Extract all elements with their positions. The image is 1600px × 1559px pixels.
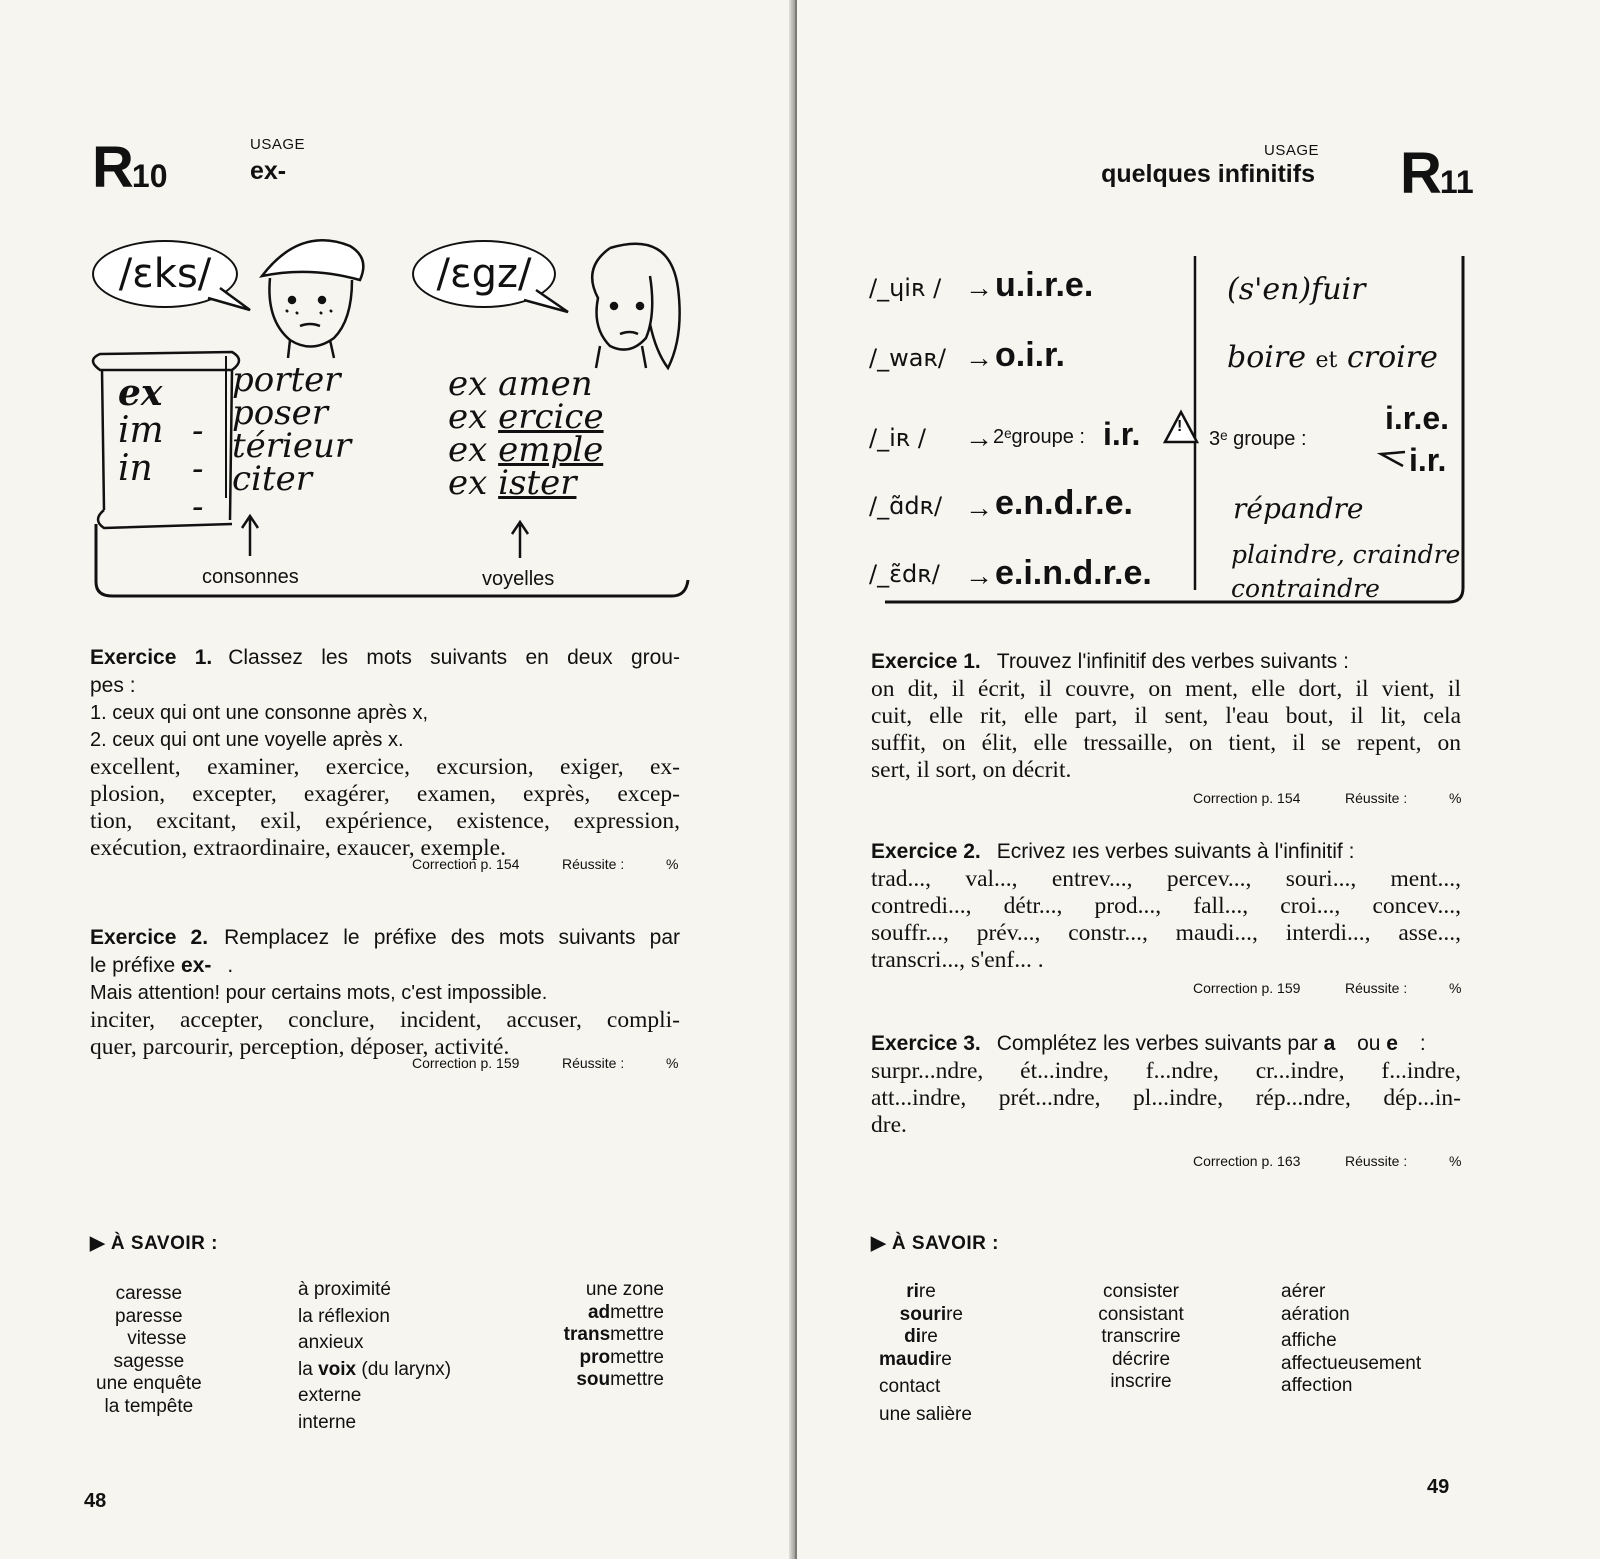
- rule-code-r11: R11: [1400, 141, 1474, 206]
- arrow-icon: →: [965, 422, 993, 453]
- correction-line: Correction p. 159 Réussite : %: [1193, 980, 1462, 996]
- exercise-item-2: 2. ceux qui ont une voyelle après x.: [90, 729, 404, 751]
- branch-bracket: [1381, 452, 1405, 466]
- savoir-column-2: consister consistant transcrire décrire inscrire: [1098, 1281, 1184, 1392]
- arrow-consonnes: [242, 516, 258, 556]
- savoir-column-1: caresse paresse vitesse sagesse une enquête la tempête: [96, 1283, 202, 1417]
- exercise-3-right: Exercice 3. Complétez les verbes suivants par a ou e : surpr...ndre, ét...indre, f...ndre, cr...indre, f...indre, att...indre, prét...ndre, pl...indre, rép...ndre, dép...in- dre. Correction p. 163 Réussite : %: [871, 1030, 1461, 1175]
- exercise-warning: Mais attention! pour certains mots, c'est impossible.: [90, 982, 548, 1004]
- root-poser: poser: [232, 393, 329, 433]
- arrow-icon: →: [965, 272, 993, 303]
- table-row: /_ɛ̃dʀ/: [869, 560, 940, 588]
- prefix-in: in: [118, 448, 153, 489]
- speech-tail-left: [208, 288, 250, 310]
- label-consonnes: consonnes: [202, 566, 299, 588]
- exercise-label: Exercice 1.: [871, 650, 981, 673]
- table-row: /_ɑ̃dʀ/: [869, 492, 943, 520]
- usage-label: USAGE: [250, 136, 306, 153]
- rule-code-r10: R10: [92, 135, 168, 200]
- page-number: 49: [1427, 1476, 1450, 1498]
- boy-drawing: [262, 240, 363, 358]
- arrow-icon: →: [965, 492, 993, 523]
- arrow-voyelles: [512, 522, 528, 558]
- word-exister: ex ister: [448, 463, 577, 503]
- savoir-heading: ▶ À SAVOIR :: [90, 1233, 218, 1254]
- exercise-label: Exercice 2.: [90, 926, 209, 949]
- table-row: /_ɥiʀ /: [869, 274, 942, 302]
- exercise-words: inciter, accepter, conclure, incident, accuser, compli- quer, parcourir, perception, déposer, activité.: [90, 1007, 680, 1060]
- root-terieur: térieur: [232, 426, 352, 466]
- left-page: [0, 0, 793, 1559]
- exercise-words: trad..., val..., entrev..., percev..., souri..., ment..., contredi..., détr..., prod..., fall..., croi..., concev..., souffr..., prév..., constr..., maudi..., interdi..., asse..., transcri..., s'enf... .: [871, 866, 1461, 973]
- page-number: 48: [84, 1490, 107, 1512]
- exercise-1-right: Exercice 1. Trouvez l'infinitif des verbes suivants : on dit, il écrit, il couvre, on ment, elle dort, il vient, il cuit, elle rit, elle part, il sent, l'eau bout, il lit, cela suffit, on élit, elle tressaille, on tient, il se repent, on sert, il sort, on décrit. Correction p. 154 Réussite : %: [871, 648, 1461, 812]
- exercise-label: Exercice 1.: [90, 646, 213, 669]
- infinitive-table: /_ɥiʀ / → u.i.r.e. (s'en)fuir /_waʀ/ → o.i.r. boire et croire /_iʀ / → 2ᵉgroupe : i.r. ! 3ᵉ groupe : i.r.e. i.r. /_ɑ̃dʀ/ → e.n.d.r.e. répandre /_ɛ̃dʀ/ → e.i.n.d.r.e. plaindre, craindre contraindre: [869, 252, 1469, 614]
- speech-bubble-eks: /ɛks/: [92, 240, 238, 308]
- savoir-column-1: rire sourire dire maudire contact une salière: [879, 1281, 972, 1425]
- root-citer: citer: [232, 459, 312, 499]
- scroll-drawing: [93, 352, 239, 528]
- exercise-words: excellent, examiner, exercice, excursion, exiger, ex- plosion, excepter, exagérer, examen, exprès, excep- tion, excitant, exil, expérience, existence, expression, exécution, extraordinaire, exaucer, exemple.: [90, 754, 680, 861]
- arrow-icon: →: [965, 342, 993, 373]
- triangle-icon: ▶: [871, 1233, 887, 1254]
- table-row: /_iʀ /: [869, 424, 926, 452]
- savoir-column-3: aérer aération affiche affectueusement affection: [1281, 1281, 1422, 1396]
- savoir-column-2: à proximité la réflexion anxieux la voix (du larynx) externe interne: [298, 1279, 452, 1433]
- dash-list: - - -: [192, 411, 204, 527]
- exercise-words: on dit, il écrit, il couvre, on ment, elle dort, il vient, il cuit, elle rit, elle part, il sent, l'eau bout, il lit, cela suffit, on élit, elle tressaille, on tient, il se repent, on sert, il sort, on décrit.: [871, 676, 1461, 783]
- usage-label: USAGE: [1264, 142, 1320, 159]
- correction-line: Correction p. 154 Réussite : %: [412, 856, 679, 872]
- arrow-icon: →: [965, 560, 993, 591]
- word-examen: ex amen: [448, 364, 593, 404]
- bottom-bracket: [96, 524, 688, 596]
- illustration-ex: [90, 228, 690, 608]
- prefix-list: [118, 374, 164, 488]
- exercise-2-right: Exercice 2. Ecrivez ıes verbes suivants à l'infinitif : trad..., val..., entrev..., percev..., souri..., ment..., contredi..., détr..., prod..., fall..., croi..., concev..., souffr..., prév..., constr..., maudi..., interdi..., asse..., transcri..., s'enf... . Correction p. 159 Réussite : %: [871, 838, 1461, 1002]
- exercise-instruction: Classez les mots suivants en deux grou-: [228, 646, 680, 669]
- word-exemple: ex emple: [448, 430, 604, 470]
- exercise-label: Exercice 2.: [871, 840, 981, 863]
- exercise-1-left: Exercice 1. Classez les mots suivants en deux grou- pes : 1. ceux qui ont une consonne après x, 2. ceux qui ont une voyelle après x. excellent, examiner, exercice, excursion, exiger, ex- plosion, excepter, exagérer, examen, exprès, excep- tion, excitant, exil, expérience, existence, expression, exécution, extraordinaire, exaucer, exemple. Correction p. 154 Réussite : %: [90, 644, 680, 878]
- savoir-column-3: une zone admettre transmettre promettre soumettre: [563, 1279, 664, 1390]
- exercise-item-1: 1. ceux qui ont une consonne après x,: [90, 702, 429, 724]
- triangle-icon: ▶: [90, 1233, 106, 1254]
- exercise-label: Exercice 3.: [871, 1032, 981, 1055]
- root-list: [232, 360, 352, 499]
- vowel-word-list: [448, 364, 604, 503]
- savoir-heading: ▶ À SAVOIR :: [871, 1233, 999, 1254]
- prefix-ex: ex: [118, 372, 163, 414]
- root-porter: porter: [232, 360, 341, 400]
- correction-line: Correction p. 154 Réussite : %: [1193, 790, 1462, 806]
- exercise-words: surpr...ndre, ét...indre, f...ndre, cr...indre, f...indre, att...indre, prét...ndre, pl...indre, rép...ndre, dép...in- dre.: [871, 1058, 1461, 1138]
- rule-topic: ex-: [250, 157, 287, 185]
- correction-line: Correction p. 163 Réussite : %: [1193, 1153, 1462, 1169]
- girl-drawing: [592, 244, 679, 368]
- right-page: [797, 0, 1600, 1559]
- label-voyelles: voyelles: [482, 568, 555, 590]
- speech-bubble-egz: /ɛgz/: [412, 240, 556, 308]
- rule-topic: quelques infinitifs: [1101, 160, 1315, 188]
- word-exercice: ex ercice: [448, 397, 604, 437]
- table-row: /_waʀ/: [869, 344, 946, 372]
- speech-tail-right: [524, 290, 568, 312]
- prefix-im: im: [118, 410, 164, 451]
- exercise-2-left: Exercice 2. Remplacez le préfixe des mots suivants par le préfixe ex- . Mais attention! pour certains mots, c'est impossible. inciter, accepter, conclure, incident, accuser, compli- quer, parcourir, perception, déposer, activité. Correction p. 159 Réussite : %: [90, 924, 680, 1077]
- correction-line: Correction p. 159 Réussite : %: [412, 1055, 679, 1071]
